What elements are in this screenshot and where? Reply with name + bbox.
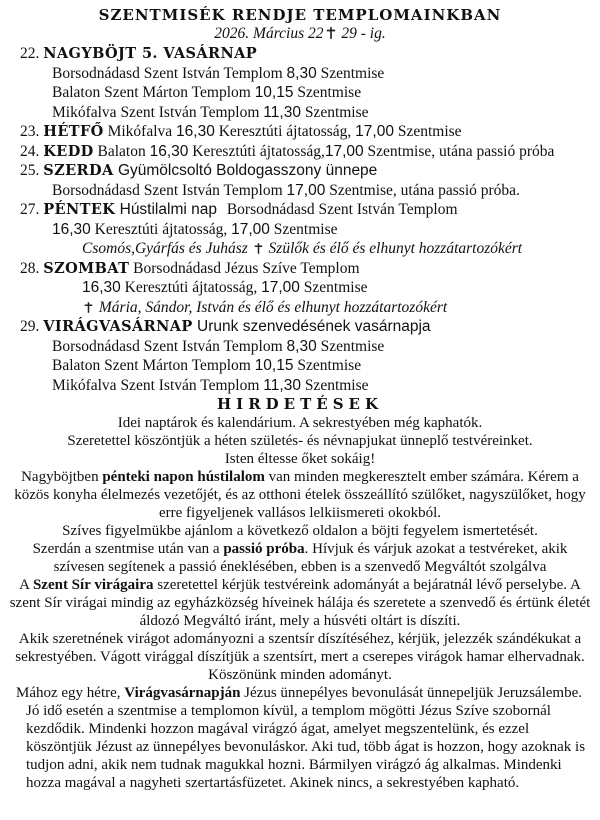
mass-schedule	[8, 44, 592, 395]
mass-type: Szentmise	[393, 123, 462, 140]
mass-time: 17,00	[286, 181, 326, 199]
schedule-entry-24	[8, 142, 592, 162]
feast-name: Urunk szenvedésének vasárnapja	[192, 318, 431, 335]
date-line	[8, 24, 592, 44]
schedule-entry-29	[8, 317, 592, 337]
mass-line	[8, 181, 592, 201]
devotion-label: Keresztúti ájtatosság,	[188, 142, 325, 160]
page-title: SZENTMISÉK RENDJE TEMPLOMAINKBAN	[98, 6, 502, 24]
mass-type: Szentmise	[300, 376, 369, 394]
day-label: SZOMBAT	[43, 259, 130, 277]
mass-line	[8, 83, 592, 103]
day-label: HÉTFŐ	[43, 123, 104, 140]
announcements-heading: HIRDETÉSEK	[217, 395, 383, 413]
schedule-entry-22	[8, 44, 592, 64]
church-name: Balaton Szent Márton Templom	[52, 357, 255, 374]
cross-icon	[84, 302, 93, 313]
date-start: 2026. Március 22	[214, 25, 324, 42]
schedule-entry-28	[8, 259, 592, 279]
intention-text: Szülők és élő és elhunyt hozzátartozókért	[264, 240, 523, 257]
announcements-section	[8, 395, 592, 792]
announcement-fasting: Nagyböjtben pénteki napon hústilalom van minden megkeresztelt ember számára. Kérem a közös konyha élelmezés vezetőjét, és az otthoni ételek összeállító szülőket, nagyszülőket, hogy erre figyeljenek vallásos lelkiismereti okokból.	[14, 469, 586, 521]
schedule-entry-23	[8, 122, 592, 142]
feast-name: Gyümölcsoltó Boldogasszony ünnepe	[113, 162, 378, 179]
announcement-holy-sepulchre-flowers: A Szent Sír virágaira szeretettel kérjük testvéreink adományát a bejáratnál lévő perselybe. A szent Sír virágai mindig az egyházközség híveinek hálája és szeretete a szenvedő és értünk életét áldozó Megváltó iránt, mely a húsvéti oltárt is díszíti.	[9, 577, 591, 629]
church-name: Balaton	[93, 142, 150, 160]
church-name: Borsodnádasd Szent István Templom	[52, 181, 287, 199]
mass-time: 17,00	[355, 123, 394, 140]
church-name: Mikófalva	[103, 123, 177, 140]
date-end: 29 - ig.	[337, 25, 386, 42]
devotion-label: Keresztúti ájtatosság,	[214, 123, 356, 140]
day-label: VIRÁGVASÁRNAP	[43, 318, 193, 335]
announcement-palm-sunday: Mához egy hétre, Virágvasárnapján Jézus ünnepélyes bevonulását ünnepeljük Jeruzsálembe. Jó idő esetén a szentmise a templomon kívül, a templom mögötti Jézus Szíve szobornál kezdődik. Mindenki hozzon magával virágzó ágat, amelyet megszentelünk, és ezzel köszöntjük Jézust az ünnepélyes bevonuláskor. Aki tud, több ágat is hozzon, hogy azoknak is tudjon adni, akik nem tudnak magukkal hozni. Bármilyen virágzó ág alkalmas. Mindenki hozza magával a nagyheti szertartásfüzetet. Akinek nincs, a sekrestyében kapható.	[16, 685, 586, 791]
church-name: Borsodnádasd Szent István Templom	[222, 201, 458, 218]
entry-number: 22.	[20, 45, 44, 62]
mass-type: Szentmise	[293, 84, 362, 101]
mass-time: 10,15	[254, 84, 294, 101]
day-label: PÉNTEK	[43, 201, 116, 218]
schedule-entry-25	[8, 161, 592, 181]
mass-time: 16,30	[149, 142, 189, 160]
announcement-passion-rehearsal: Szerdán a szentmise után van a passió próba. Hívjuk és várjuk azokat a testvéreket, akik szívesen segítenek a passió éneklésében, ebben is a szenvedő Megváltót szolgálva	[32, 541, 568, 575]
mass-time: 17,00	[324, 142, 364, 160]
announcement-lent-rules: Szíves figyelmükbe ajánlom a következő oldalon a böjti fegyelem ismertetését.	[62, 523, 538, 539]
devotion-label: Keresztúti ájtatosság,	[120, 279, 262, 296]
intention-line	[8, 239, 592, 259]
mass-type: Szentmise	[300, 103, 369, 121]
mass-line	[8, 356, 592, 376]
mass-type: Szentmise	[293, 357, 362, 374]
mass-type: Szentmise	[269, 220, 338, 238]
mass-type: Szentmise	[316, 337, 385, 355]
church-name: Mikófalva Szent István Templom	[52, 103, 264, 121]
mass-line	[8, 376, 592, 396]
entry-number: 25.	[20, 162, 44, 179]
church-name: Mikófalva Szent István Templom	[52, 376, 264, 394]
devotion-label: Keresztúti ájtatosság,	[90, 220, 232, 238]
mass-line	[8, 278, 592, 298]
mass-time: 16,30	[52, 220, 91, 238]
mass-time: 16,30	[82, 279, 121, 296]
intention-names: Csomós,Gyárfás és Juhász	[82, 240, 252, 257]
announcement-blessing: Isten éltesse őket sokáig!	[224, 451, 376, 467]
intention-text: Mária, Sándor, István és élő és elhunyt hozzátartozókért	[95, 298, 448, 316]
mass-time: 16,30	[176, 123, 215, 140]
mass-type: Szentmise	[299, 279, 368, 296]
announcement-calendars: Idei naptárok és kalendárium. A sekrestyében még kaphatók.	[117, 415, 483, 431]
day-label: KEDD	[43, 142, 94, 160]
announcement-flower-donations: Akik szeretnének virágot adományozni a szentsír díszítéséhez, kérjük, jelezzék szándékukat a sekrestyében. Vágott virággal díszítjük a szentsírt, mert a cserepes virágok hamar elhervadnak. Köszönünk minden adományt.	[15, 631, 585, 683]
mass-time: 8,30	[286, 64, 317, 82]
church-name: Borsodnádasd Szent István Templom	[52, 64, 287, 82]
church-name: Borsodnádasd Szent István Templom	[52, 337, 287, 355]
cross-icon	[254, 243, 263, 254]
mass-time: 17,00	[261, 279, 300, 296]
mass-line	[8, 103, 592, 123]
mass-line	[8, 337, 592, 357]
feast-name: Hústilalmi nap	[115, 201, 217, 218]
mass-line	[8, 64, 592, 84]
mass-time: 10,15	[254, 357, 294, 374]
church-name: Balaton Szent Márton Templom	[52, 84, 255, 101]
church-name: Borsodnádasd Jézus Szíve Templom	[129, 259, 360, 277]
mass-time: 11,30	[263, 376, 301, 394]
mass-time: 8,30	[286, 337, 317, 355]
schedule-entry-27	[8, 200, 592, 220]
mass-time: 11,30	[263, 103, 301, 121]
mass-type: Szentmise, utána passió próba	[363, 142, 555, 160]
cross-icon	[326, 27, 336, 39]
mass-line	[8, 220, 592, 240]
day-label: NAGYBÖJT 5. VASÁRNAP	[43, 45, 258, 62]
intention-line	[8, 298, 592, 318]
entry-number: 24.	[20, 142, 44, 160]
announcement-greetings: Szeretettel köszöntjük a héten születés- és névnapjukat ünneplő testvéreinket.	[67, 433, 533, 449]
entry-number: 27.	[20, 201, 44, 218]
entry-number: 29.	[20, 318, 44, 335]
entry-number: 23.	[20, 123, 44, 140]
day-label: SZERDA	[43, 162, 114, 179]
mass-time: 17,00	[231, 220, 270, 238]
mass-type: Szentmise	[316, 64, 385, 82]
mass-type: Szentmise, utána passió próba.	[325, 181, 520, 199]
entry-number: 28.	[20, 259, 44, 277]
